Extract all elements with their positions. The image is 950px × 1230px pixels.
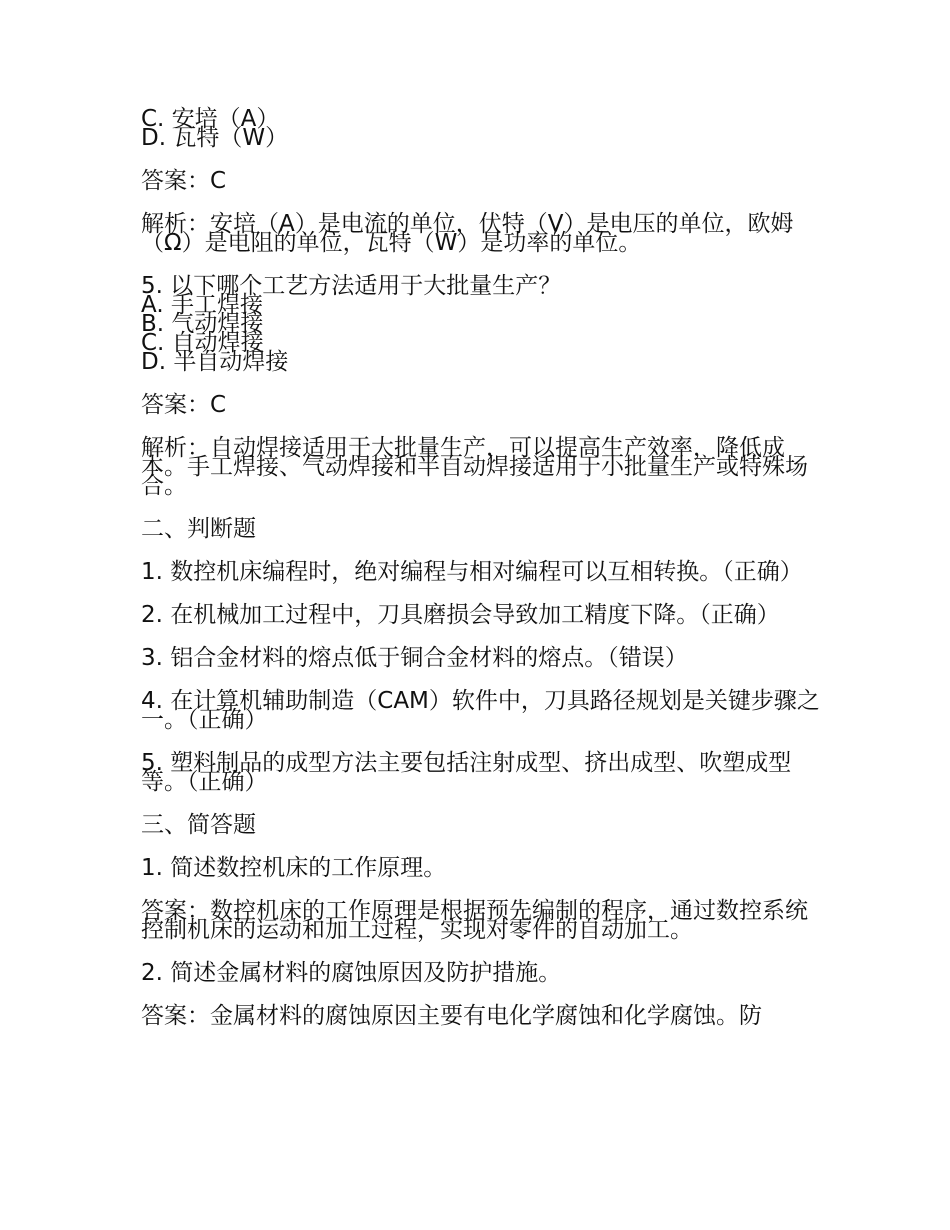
judgement-item [141, 602, 821, 628]
analysis-text: 解析：安培（A）是电流的单位，伏特（V）是电压的单位，欧姆（Ω）是电阻的单位，瓦特（W）是功率的单位。 [141, 211, 794, 256]
judgement-item [141, 645, 821, 671]
question-text: 1. 简述数控机床的工作原理。 [141, 855, 447, 881]
answer-text: 答案：数控机床的工作原理是根据预先编制的程序，通过数控系统控制机床的运动和加工过程，实现对零件的自动加工。 [141, 898, 808, 943]
answer-text: 答案：C [141, 392, 227, 418]
question-5-answer [141, 392, 821, 418]
judgement-item [141, 688, 821, 733]
question-4-analysis [141, 211, 821, 256]
option-b: B. 气动焊接 [141, 311, 264, 337]
judgement-text: 4. 在计算机辅助制造（CAM）软件中，刀具路径规划是关键步骤之一。（正确） [141, 688, 820, 733]
answer-text: 答案：C [141, 168, 227, 194]
answer-text: 答案：金属材料的腐蚀原因主要有电化学腐蚀和化学腐蚀。防 [141, 1003, 762, 1029]
judgement-text: 5. 塑料制品的成型方法主要包括注射成型、挤出成型、吹塑成型等。（正确） [141, 750, 792, 795]
question-5-analysis [141, 435, 821, 499]
section-heading-short-answer [141, 812, 821, 838]
question-4-options [141, 106, 821, 151]
document-body [141, 106, 821, 1050]
option-d: D. 瓦特（W） [141, 125, 289, 151]
question-text: 5. 以下哪个工艺方法适用于大批量生产？ [141, 273, 562, 299]
question-5 [141, 273, 821, 375]
question-text: 2. 简述金属材料的腐蚀原因及防护措施。 [141, 960, 562, 986]
analysis-text: 解析：自动焊接适用于大批量生产，可以提高生产效率，降低成本。手工焊接、气动焊接和半自动焊接适用于小批量生产或特殊场合。 [141, 435, 808, 499]
short-question-2 [141, 960, 821, 986]
judgement-item [141, 750, 821, 795]
section-title: 二、判断题 [141, 516, 256, 542]
question-4-answer [141, 168, 821, 194]
short-answer-1 [141, 898, 821, 943]
short-answer-2 [141, 1003, 821, 1029]
judgement-text: 2. 在机械加工过程中，刀具磨损会导致加工精度下降。（正确） [141, 602, 780, 628]
section-heading-judgement [141, 516, 821, 542]
option-c: C. 自动焊接 [141, 330, 264, 356]
option-d: D. 半自动焊接 [141, 349, 289, 375]
judgement-text: 1. 数控机床编程时，绝对编程与相对编程可以互相转换。（正确） [141, 559, 803, 585]
option-a: A. 手工焊接 [141, 292, 263, 318]
short-question-1 [141, 855, 821, 881]
section-title: 三、简答题 [141, 812, 256, 838]
judgement-text: 3. 铝合金材料的熔点低于铜合金材料的熔点。（错误） [141, 645, 688, 671]
option-c: C. 安培（A） [141, 106, 280, 132]
judgement-item [141, 559, 821, 585]
